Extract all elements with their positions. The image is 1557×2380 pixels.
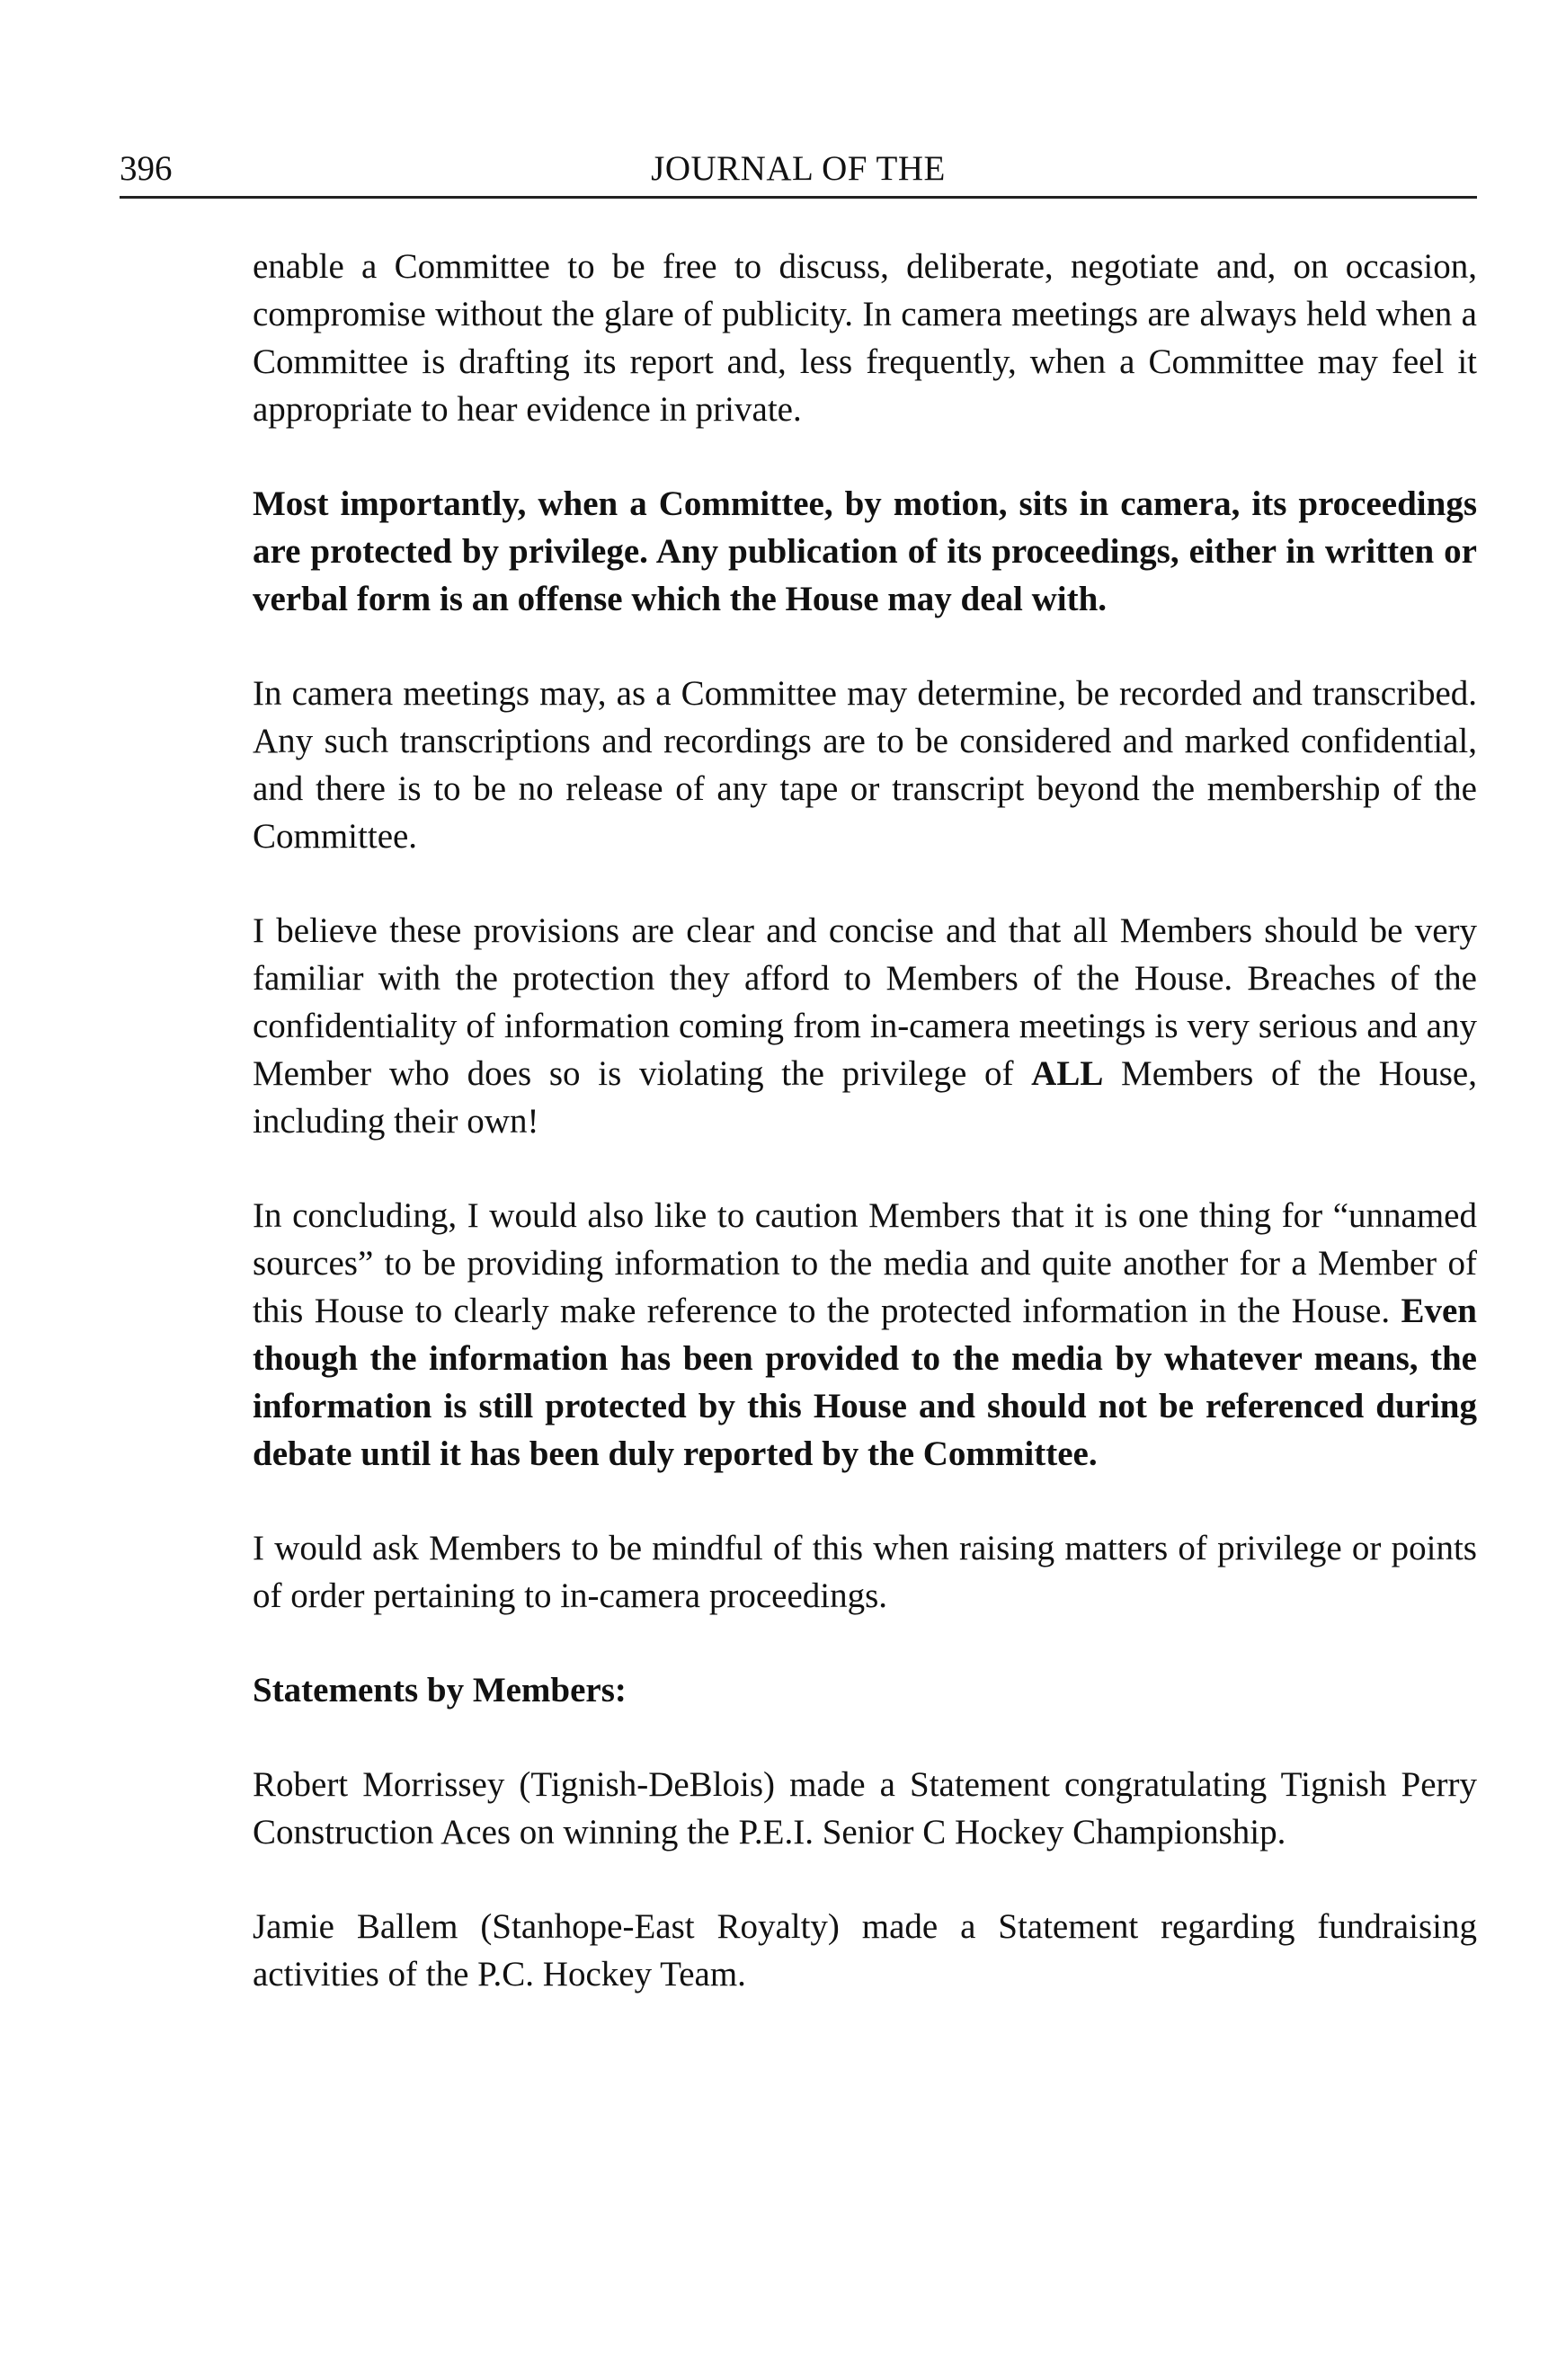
paragraph	[253, 1761, 1477, 1856]
paragraph	[253, 907, 1477, 1145]
paragraph	[253, 1666, 1477, 1714]
bold-text: Statements by Members:	[253, 1671, 627, 1710]
paragraph-text: Jamie Ballem (Stanhope-East Royalty) made a Statement regarding fundraising activities of the P.C. Hockey Team.	[253, 1907, 1477, 1994]
paragraph-text: Robert Morrissey (Tignish-DeBlois) made a Statement congratulating Tignish Perry Construction Aces on winning the P.E.I. Senior C Hockey Championship.	[253, 1765, 1477, 1852]
paragraph-text: I believe these provisions are clear and concise and that all Members should be very familiar with the protection they afford to Members of the House. Breaches of the confidentiality of information coming from in-camera meetings is very serious and any Member who does so is violating the privilege of	[253, 911, 1477, 1093]
bold-text: ALL	[1031, 1054, 1104, 1093]
document-body	[253, 243, 1477, 2045]
paragraph	[253, 670, 1477, 860]
running-head: JOURNAL OF THE	[651, 149, 946, 188]
paragraph-text: In camera meetings may, as a Committee may determine, be recorded and transcribed. Any such transcriptions and recordings are to be considered and marked confidential, and there is to be no release of any tape or transcript beyond the membership of the Committee.	[253, 674, 1477, 856]
paragraph	[253, 1524, 1477, 1620]
paragraph-text: Members of the House, including their own!	[253, 1054, 1477, 1141]
bold-text: Most importantly, when a Committee, by motion, sits in camera, its proceedings are protected by privilege. Any publication of its proceedings, either in written or verbal form is an offense which the House may deal with.	[253, 484, 1477, 618]
paragraph-text: enable a Committee to be free to discuss, deliberate, negotiate and, on occasion, compromise without the glare of publicity. In camera meetings are always held when a Committee is drafting its report and, less frequently, when a Committee may feel it appropriate to hear evidence in private.	[253, 247, 1477, 429]
paragraph-text: I would ask Members to be mindful of this when raising matters of privilege or points of order pertaining to in-camera proceedings.	[253, 1529, 1477, 1615]
page-header	[120, 144, 1477, 194]
bold-text: Even though the information has been provided to the media by whatever means, the information is still protected by this House and should not be referenced during debate until it has been duly reported by the Committee.	[253, 1292, 1477, 1473]
paragraph	[253, 243, 1477, 433]
paragraph	[253, 480, 1477, 623]
paragraph	[253, 1903, 1477, 1998]
paragraph-text: In concluding, I would also like to caution Members that it is one thing for “unnamed sources” to be providing information to the media and quite another for a Member of this House to clearly make reference to the protected information in the House.	[253, 1196, 1477, 1330]
page-number: 396	[120, 149, 173, 188]
header-rule	[120, 196, 1477, 199]
paragraph	[253, 1192, 1477, 1478]
